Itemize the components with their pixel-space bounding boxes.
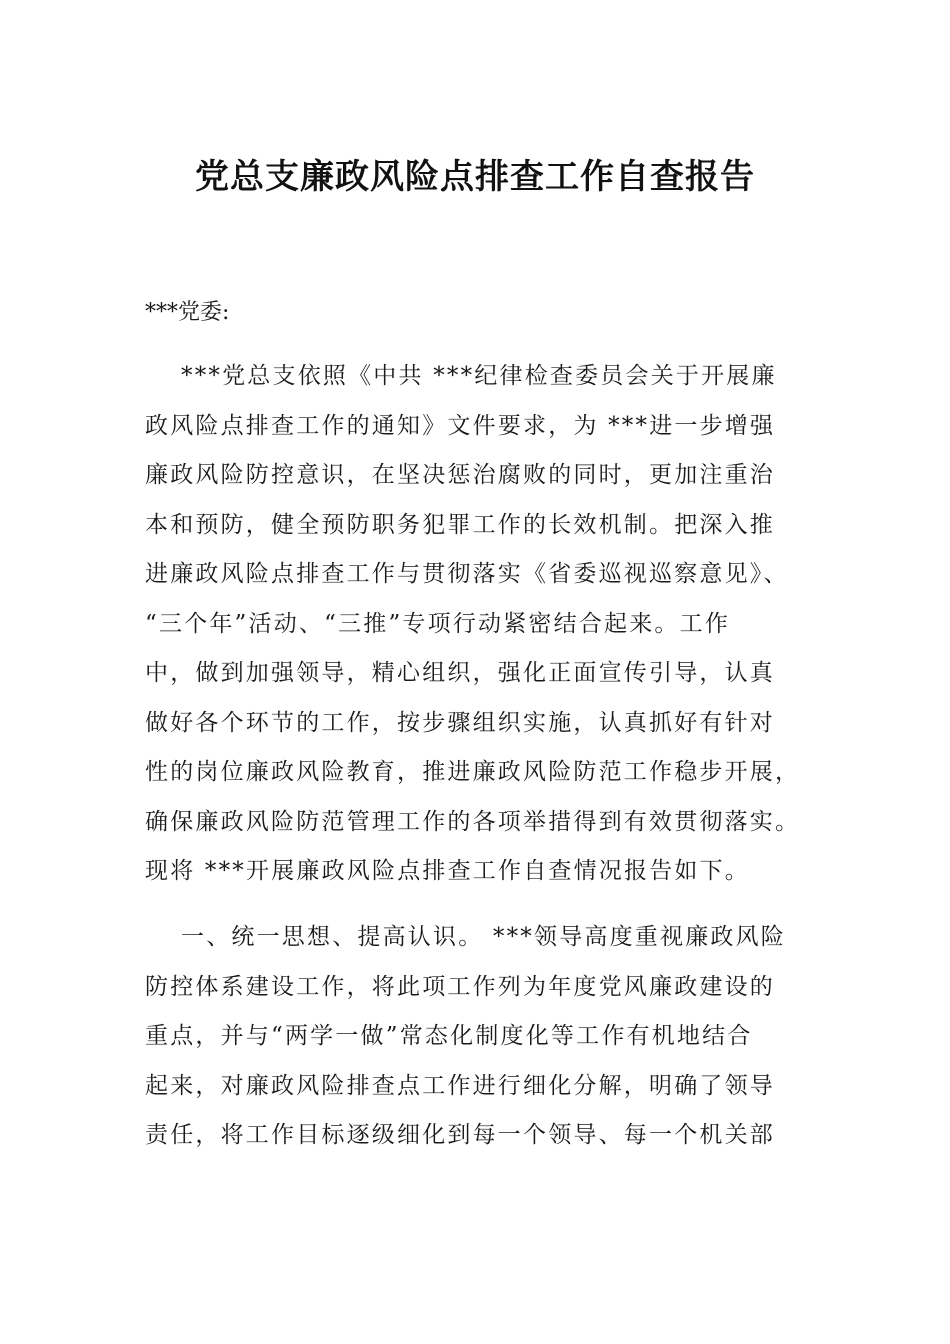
paragraph-line: 本和预防，健全预防职务犯罪工作的长效机制。把深入推	[145, 511, 775, 538]
paragraph-line: ***党总支依照《中共 ***纪律检查委员会关于开展廉	[181, 363, 777, 389]
paragraph-line: 责任，将工作目标逐级细化到每一个领导、每一个机关部	[145, 1122, 775, 1148]
paragraph-line: 廉政风险防控意识，在坚决惩治腐败的同时，更加注重治	[145, 462, 775, 488]
paragraph-line: 重点，并与“两学一做”常态化制度化等工作有机地结合	[145, 1023, 753, 1049]
paragraph-line: 确保廉政风险防范管理工作的各项举措得到有效贯彻落实。	[145, 808, 801, 835]
paragraph-line: 做好各个环节的工作，按步骤组织实施，认真抓好有针对	[145, 709, 775, 736]
paragraph-line: 中，做到加强领导，精心组织，强化正面宣传引导，认真	[145, 660, 775, 686]
paragraph-line: 政风险点排查工作的通知》文件要求，为 ***进一步增强	[145, 412, 776, 439]
paragraph-section-one	[145, 913, 810, 1161]
paragraph-line: “三个年”活动、“三推”专项行动紧密结合起来。工作	[145, 610, 731, 637]
paragraph-line: 性的岗位廉政风险教育，推进廉政风险防范工作稳步开展，	[145, 759, 801, 785]
paragraph-line: 起来，对廉政风险排查点工作进行细化分解，明确了领导	[145, 1072, 775, 1099]
paragraph-line: 一、统一思想、提高认识。 ***领导高度重视廉政风险	[181, 924, 787, 950]
salutation: ***党委:	[145, 300, 230, 325]
paragraph-intro	[145, 352, 801, 897]
paragraph-line: 进廉政风险点排查工作与贯彻落实《省委巡视巡察意见》、	[145, 561, 789, 587]
paragraph-line: 现将 ***开展廉政风险点排查工作自查情况报告如下。	[145, 858, 751, 884]
paragraph-line: 防控体系建设工作，将此项工作列为年度党风廉政建设的	[145, 973, 775, 1000]
document-title: 党总支廉政风险点排查工作自查报告	[195, 157, 755, 197]
